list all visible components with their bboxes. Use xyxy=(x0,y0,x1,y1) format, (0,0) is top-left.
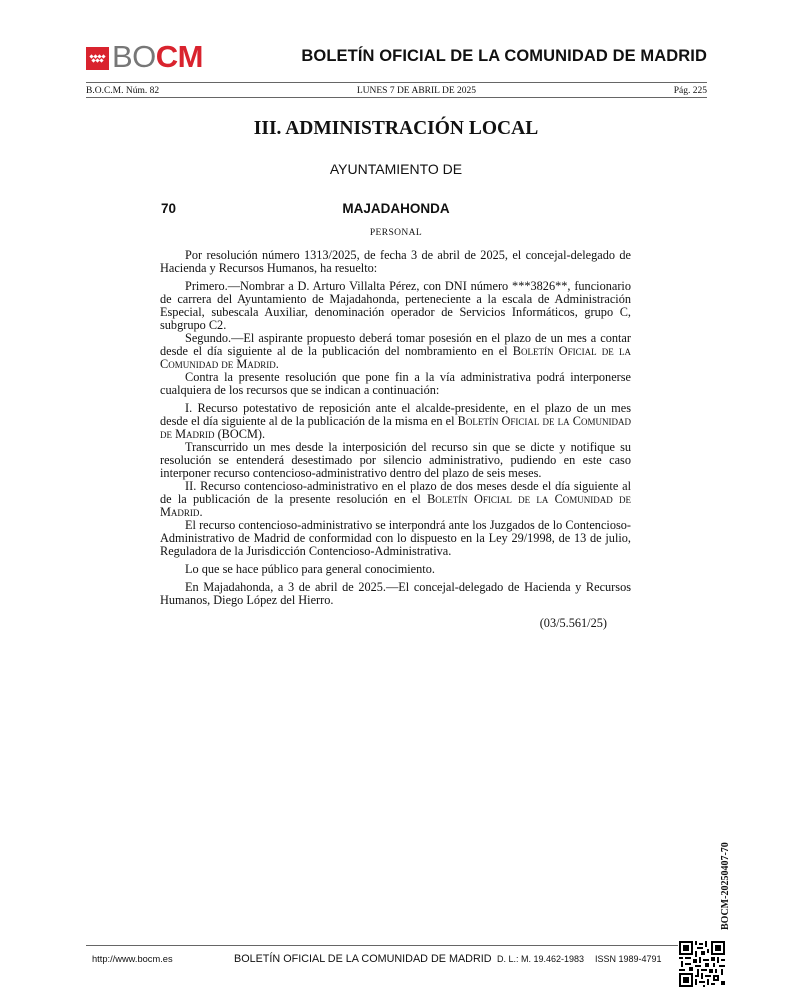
qr-code-icon xyxy=(679,941,725,987)
footer-divider xyxy=(86,945,678,946)
issue-number: B.O.C.M. Núm. 82 xyxy=(86,86,160,96)
paragraph: En Majadahonda, a 3 de abril de 2025.—El concejal-delegado de Hacienda y Recursos Humanos, Diego López del Hierro. xyxy=(160,580,631,607)
header-title: BOLETÍN OFICIAL DE LA COMUNIDAD DE MADRID xyxy=(301,47,707,65)
subject-heading: PERSONAL xyxy=(369,228,423,238)
issue-date: LUNES 7 DE ABRIL DE 2025 xyxy=(356,86,477,96)
anuncio-number: 70 xyxy=(161,201,177,216)
footer xyxy=(92,953,662,965)
page-number: Pág. 225 xyxy=(673,86,707,96)
paragraph: Primero.—Nombrar a D. Arturo Villalta Pérez, con DNI número ***3826**, funcionario de carrera del Ayuntamiento de Majadahonda, perteneciente a la escala de Administración Especial, subescala Auxiliar, denominación operador de Servicios Informáticos, grupo C, subgrupo C2. xyxy=(160,279,631,332)
logo-wordmark: BOCM xyxy=(112,39,204,74)
paragraph: Lo que se hace público para general conocimiento. xyxy=(185,562,435,576)
header-divider xyxy=(86,82,707,83)
municipality-name: MAJADAHONDA xyxy=(342,201,450,216)
bocm-logo xyxy=(86,41,203,73)
document-body xyxy=(160,249,631,607)
website-link[interactable]: http://www.bocm.es xyxy=(92,954,173,964)
paragraph: I. Recurso potestativo de reposición ante el alcalde-presidente, en el plazo de un mes desde el día siguiente al de la publicación de la misma en el Boletín Oficial de la Comunidad de Madrid (BOCM). xyxy=(160,401,631,441)
footer-title: BOLETÍN OFICIAL DE LA COMUNIDAD DE MADRID xyxy=(234,953,492,965)
legal-deposit: D. L.: M. 19.462-1983 xyxy=(497,954,585,964)
document-code: BOCM-20250407-70 xyxy=(720,842,731,930)
section-subtitle: AYUNTAMIENTO DE xyxy=(329,161,463,177)
paragraph: Segundo.—El aspirante propuesto deberá tomar posesión en el plazo de un mes a contar desde el día siguiente al de la publicación del nombramiento en el Boletín Oficial de la Comunidad de Madrid. xyxy=(160,331,631,371)
madrid-flag-icon xyxy=(86,47,109,70)
paragraph: El recurso contencioso-administrativo se interpondrá ante los Juzgados de lo Contencioso-Administrativo de Madrid de conformidad con lo dispuesto en la Ley 29/1998, de 13 de julio, Reguladora de la Jurisdicción Contencioso-Administrativa. xyxy=(160,518,631,558)
paragraph: II. Recurso contencioso-administrativo en el plazo de dos meses desde el día siguiente al de la publicación de la presente resolución en el Boletín Oficial de la Comunidad de Madrid. xyxy=(160,479,631,519)
issue-info-bar xyxy=(86,86,707,96)
paragraph: Transcurrido un mes desde la interposición del recurso sin que se dicte y notifique su resolución se entenderá desestimado por silencio administrativo, pudiendo en este caso interponer recurso contencioso-administrativo dentro del plazo de seis meses. xyxy=(160,440,631,480)
section-title: III. ADMINISTRACIÓN LOCAL xyxy=(253,118,539,139)
subheader-divider xyxy=(86,97,707,98)
paragraph: Por resolución número 1313/2025, de fecha 3 de abril de 2025, el concejal-delegado de Hacienda y Recursos Humanos, ha resuelto: xyxy=(160,248,631,275)
paragraph: Contra la presente resolución que pone fin a la vía administrativa podrá interponerse cualquiera de los recursos que se indican a continuación: xyxy=(160,370,631,397)
publication-reference: (03/5.561/25) xyxy=(539,616,607,630)
issn: ISSN 1989-4791 xyxy=(595,954,662,964)
